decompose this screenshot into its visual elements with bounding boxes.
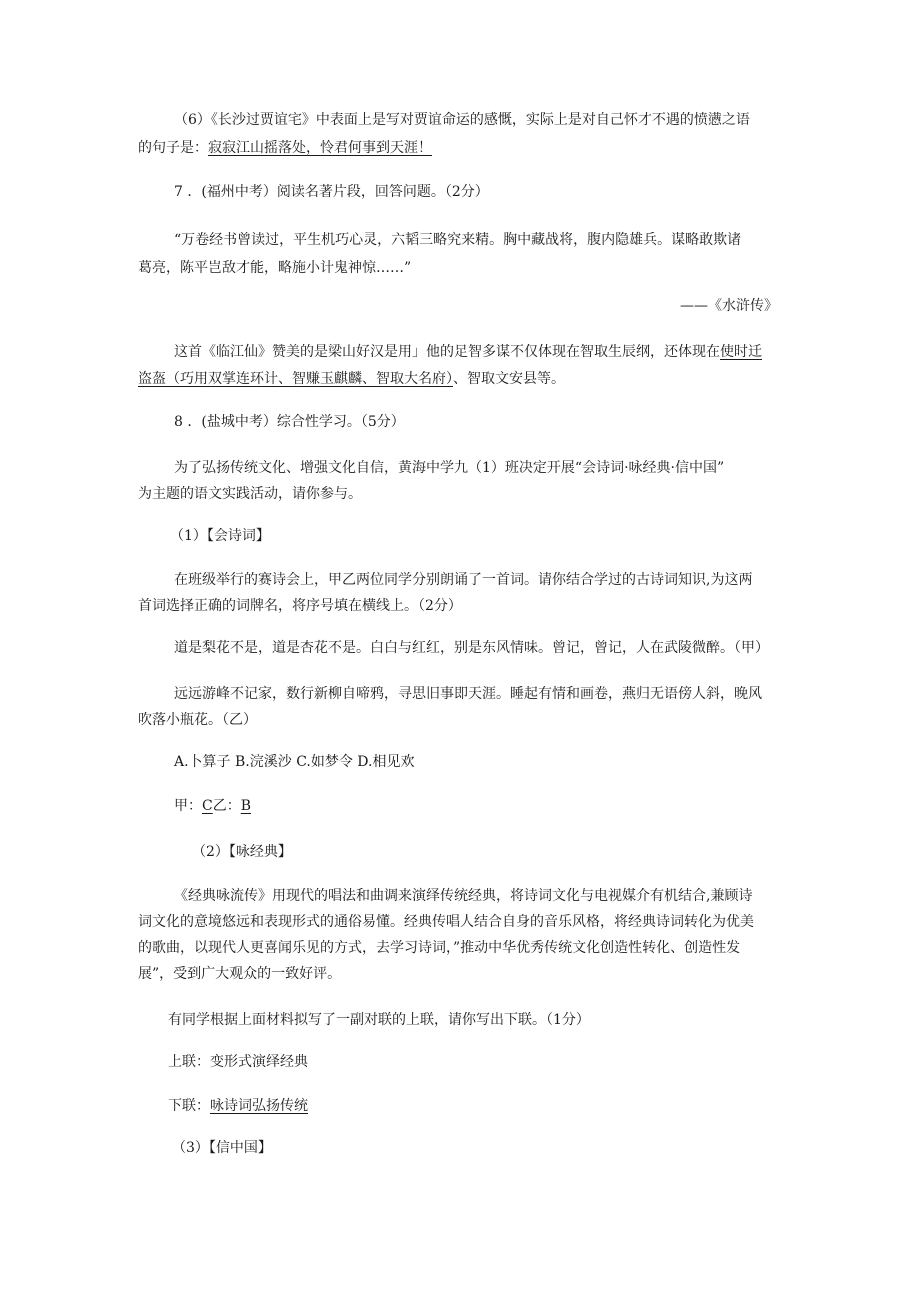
q8-header: 8 ．(盐城中考）综合性学习。（5分）	[174, 414, 405, 430]
q7-answer-prefix: 这首《临江仙》赞美的是梁山好汉是用」他的足智多谋不仅体现在智取生辰纲，还体现在	[174, 344, 720, 360]
q6-answer: 寂寂江山摇落处，怜君何事到天涯！	[208, 140, 432, 156]
part1-options: A.卜算子 B.浣溪沙 C.如梦令 D.相见欢	[174, 754, 415, 770]
couplet-lower-label: 下联：	[168, 1098, 210, 1114]
q7-answer-line-1	[174, 342, 762, 362]
part2-para-line-2: 词文化的意境悠远和表现形式的通俗易懂。经典传唱人结合自身的音乐风格，将经典诗词转化为优美	[138, 914, 754, 930]
q7-poem-line-2: 葛亮，陈平岂敌才能，略施小计鬼神惊……”	[138, 260, 412, 276]
part1-title: （1）【会诗词】	[170, 528, 270, 544]
answer-jia: C	[202, 798, 213, 814]
part1-answers	[174, 796, 251, 816]
part2-title: （2）【咏经典】	[192, 844, 292, 860]
q7-answer-line-2	[138, 369, 565, 389]
q7-header: 7 ．(福州中考）阅读名著片段，回答问题。（2分）	[174, 184, 489, 200]
couplet-lower-text: 咏诗词弘扬传统	[210, 1098, 308, 1114]
couplet-upper-label: 上联：	[168, 1054, 210, 1070]
part2-para-line-1: 《经典咏流传》用现代的唱法和曲调来演绎传统经典，将诗词文化与电视媒介有机结合,兼顾诗	[174, 888, 753, 904]
part2-task: 有同学根据上面材料拟写了一副对联的上联，请你写出下联。（1分）	[168, 1012, 590, 1028]
q7-answer-part-1: 使时迁	[720, 344, 762, 360]
couplet-upper	[168, 1052, 308, 1072]
answer-yi: B	[240, 798, 252, 814]
q7-source: ——《水浒传》	[680, 298, 778, 314]
answer-jia-label: 甲：	[174, 798, 202, 814]
part1-poem-yi-line-2: 吹落小瓶花。（乙）	[138, 712, 257, 728]
q6-line-1: （6）《长沙过贾谊宅》中表面上是写对贾谊命运的感慨，实际上是对自己怀才不遇的愤懑之语	[174, 112, 750, 128]
q7-poem-line-1: “万卷经书曾读过，平生机巧心灵，六韬三略究来精。胸中藏战将，腹内隐雄兵。谋略敢欺诸	[174, 232, 742, 248]
part2-para-line-4: 展”，受到广大观众的一致好评。	[138, 966, 342, 982]
q8-intro-line-1: 为了弘扬传统文化、增强文化自信，黄海中学九（1）班决定开展“会诗词·咏经典·信中国”	[174, 460, 725, 476]
q6-prefix: 的句子是：	[138, 140, 208, 156]
part1-desc-line-1: 在班级举行的赛诗会上，甲乙两位同学分别朗诵了一首词。请你结合学过的古诗词知识,为这两	[174, 572, 753, 588]
couplet-lower	[168, 1096, 308, 1116]
couplet-upper-text: 变形式演绎经典	[210, 1054, 308, 1070]
q7-answer-suffix: 、智取文安县等。	[453, 371, 565, 387]
answer-yi-label: 乙：	[212, 798, 241, 814]
part1-desc-line-2: 首词选择正确的词牌名，将序号填在横线上。（2分）	[138, 598, 462, 614]
part1-poem-yi-line-1: 远远游峰不记家，数行新柳自啼鸦，寻思旧事即天涯。睡起有情和画卷，燕归无语傍人斜，晚风	[174, 686, 762, 702]
q6-line-2	[138, 138, 432, 158]
part2-para-line-3: 的歌曲，以现代人更喜闻乐见的方式，去学习诗词，”推动中华优秀传统文化创造性转化、创造性发	[138, 940, 741, 956]
q8-intro-line-2: 为主题的语文实践活动，请你参与。	[138, 486, 362, 502]
q7-answer-part-2: 盗盔（巧用双掌连环计、智赚玉麒麟、智取大名府）	[138, 371, 453, 387]
part3-title: （3）【信中国】	[172, 1140, 272, 1156]
part1-poem-jia: 道是梨花不是，道是杏花不是。白白与红红，别是东风情味。曾记，曾记，人在武陵微醉。（甲）	[174, 640, 769, 656]
